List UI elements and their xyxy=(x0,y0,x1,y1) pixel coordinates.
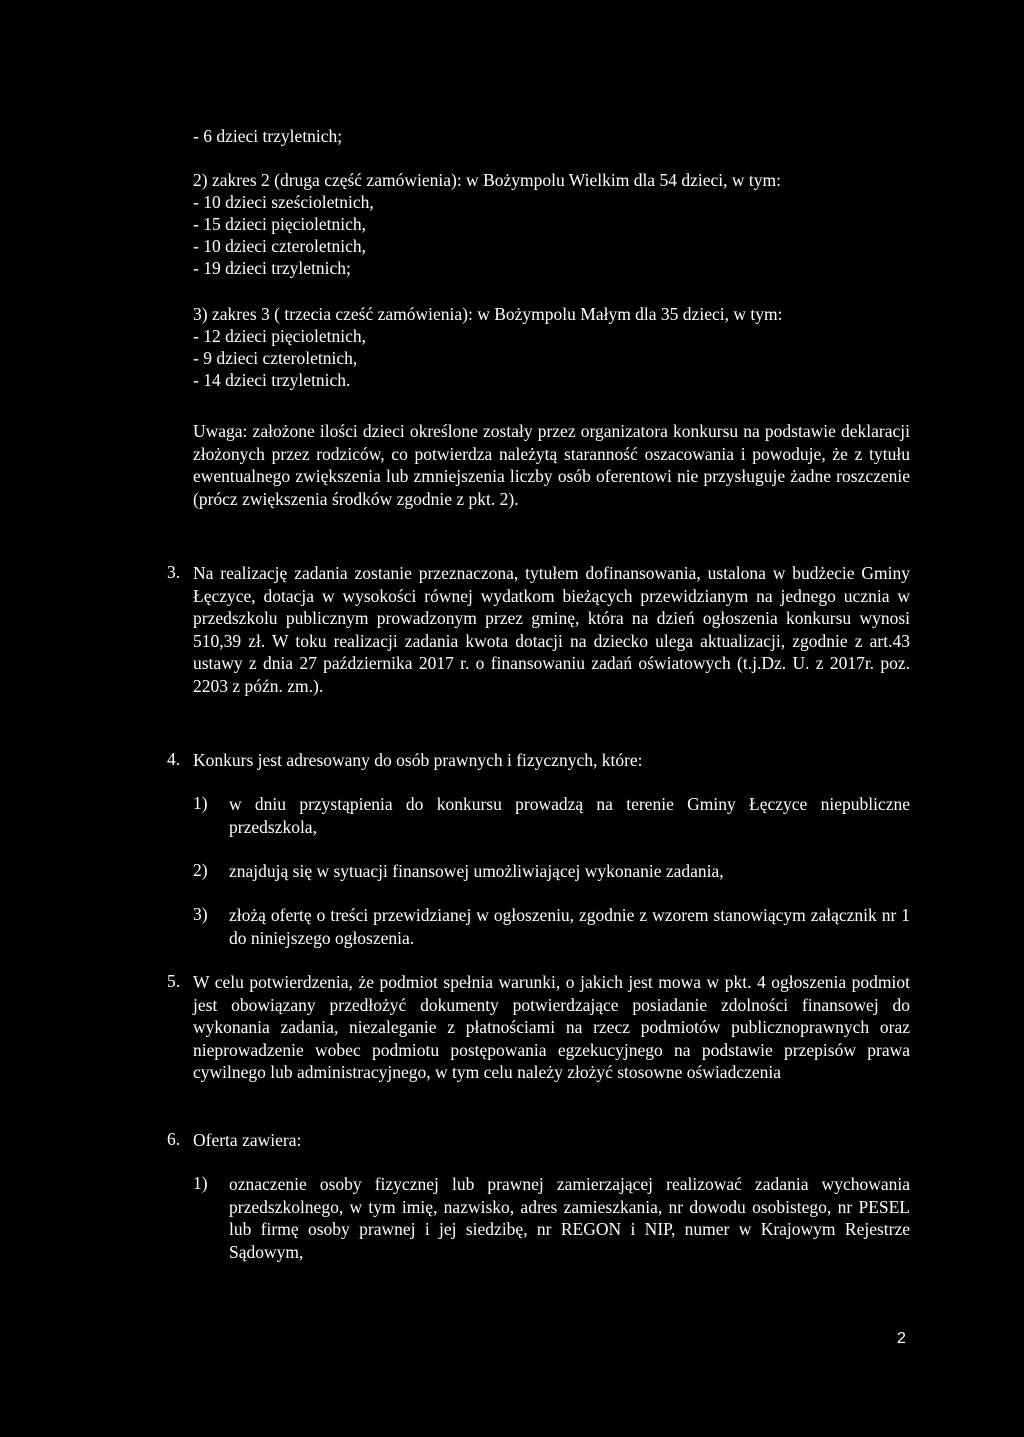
list-item: - 15 dzieci pięcioletnich, xyxy=(193,214,366,234)
intro-last-item: - 6 dzieci trzyletnich; xyxy=(193,126,343,146)
zakres-3-block xyxy=(193,303,782,391)
section-3-number: 3. xyxy=(167,562,181,582)
section-4-item-1-number: 1) xyxy=(193,793,208,813)
list-item: - 10 dzieci sześcioletnich, xyxy=(193,192,374,212)
section-4-number: 4. xyxy=(167,749,181,769)
uwaga-paragraph: Uwaga: założone ilości dzieci określone zostały przez organizatora konkursu na podstawie deklaracji złożonych przez rodziców, co potwierdza należytą staranność oszacowania i powoduje, że z tytułu ewentualnego zwiększenia lub zmniejszenia liczby osób oferentowi nie przysługuje żadne roszczenie (prócz zwiększenia środków zgodnie z pkt. 2). xyxy=(193,421,910,509)
section-4-item-3-text: złożą ofertę o treści przewidzianej w ogłoszeniu, zgodnie z wzorem stanowiącym załącznik nr 1 do niniejszego ogłoszenia. xyxy=(229,905,910,948)
section-6-number: 6. xyxy=(167,1129,181,1149)
zakres-2-block xyxy=(193,169,781,279)
section-3-text: Na realizację zadania zostanie przeznaczona, tytułem dofinansowania, ustalona w budżecie Gminy Łęczyce, dotacja w wysokości równej wydatkom bieżących przewidzianym na jednego ucznia w przedszkolu publicznym prowadzonym przez gminę, która na dzień ogłoszenia konkursu wynosi 510,39 zł. W toku realizacji zadania kwota dotacji na dziecko ulega aktualizacji, zgodnie z art.43 ustawy z dnia 27 października 2017 r. o finansowaniu zadań oświatowych (t.j.Dz. U. z 2017r. poz. 2203 z późn. zm.). xyxy=(193,563,910,696)
section-4-text: Konkurs jest adresowany do osób prawnych i fizycznych, które: xyxy=(193,750,643,770)
zakres-3-heading: 3) zakres 3 ( trzecia cześć zamówienia): w Bożympolu Małym dla 35 dzieci, w tym: xyxy=(193,304,783,324)
section-4-item-2-text: znajdują się w sytuacji finansowej umożliwiającej wykonanie zadania, xyxy=(229,861,724,881)
section-4-item-3-number: 3) xyxy=(193,904,208,924)
section-5-text: W celu potwierdzenia, że podmiot spełnia warunki, o jakich jest mowa w pkt. 4 ogłoszenia podmiot jest obowiązany przedłożyć dokumenty potwierdzające posiadanie zdolności finansowej do wykonania zadania, niezaleganie z płatnościami na rzecz podmiotów publicznoprawnych oraz nieprowadzenie wobec podmiotu postępowania egzekucyjnego na podstawie przepisów prawa cywilnego lub administracyjnego, w tym celu należy złożyć stosowne oświadczenia xyxy=(193,972,910,1082)
list-item: - 14 dzieci trzyletnich. xyxy=(193,370,351,390)
section-6-item-1-number: 1) xyxy=(193,1173,208,1193)
section-4-item-2-number: 2) xyxy=(193,860,208,880)
page-number: 2 xyxy=(897,1330,906,1347)
list-item: - 10 dzieci czteroletnich, xyxy=(193,236,366,256)
section-6-item-1-text: oznaczenie osoby fizycznej lub prawnej zamierzającej realizować zadania wychowania przedszkolnego, w tym imię, nazwisko, adres zamieszkania, nr dowodu osobistego, nr PESEL lub firmę osoby prawnej i jej siedzibę, nr REGON i NIP, numer w Krajowym Rejestrze Sądowym, xyxy=(229,1174,910,1262)
list-item: - 12 dzieci pięcioletnich, xyxy=(193,326,366,346)
list-item: - 19 dzieci trzyletnich; xyxy=(193,258,351,278)
section-4-item-1-text: w dniu przystąpienia do konkursu prowadzą na terenie Gminy Łęczyce niepubliczne przedszkola, xyxy=(229,794,910,837)
section-5-number: 5. xyxy=(167,971,181,991)
section-6-text: Oferta zawiera: xyxy=(193,1130,302,1150)
zakres-2-heading: 2) zakres 2 (druga część zamówienia): w Bożympolu Wielkim dla 54 dzieci, w tym: xyxy=(193,170,781,190)
list-item: - 9 dzieci czteroletnich, xyxy=(193,348,358,368)
